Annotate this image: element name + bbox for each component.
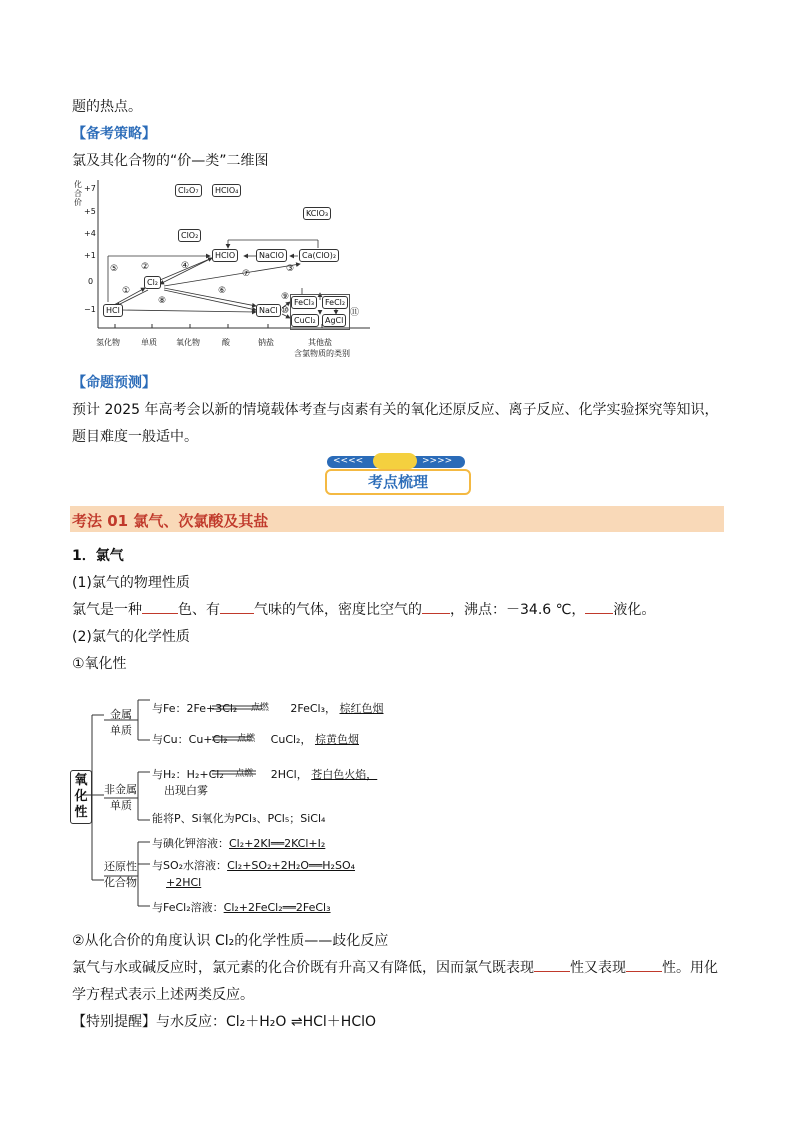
method-title: 考法 01 氯气、次氯酸及其盐 <box>72 512 269 530</box>
disproportionation-text: 氯气与水或碱反应时，氯元素的化合价既有升高又有降低，因而氯气既表现 性又表现 性。用化 <box>72 957 718 977</box>
step-label: ④ <box>181 261 190 271</box>
forecast-line-2: 题目难度一般适中。 <box>72 429 198 445</box>
step-label: ⑥ <box>218 286 227 296</box>
special-tip: 【特别提醒】与水反应：Cl₂＋H₂O ⇌HCl＋HClO <box>72 1014 377 1030</box>
heading-chemical: (2)氯气的化学性质 <box>72 629 190 645</box>
y-tick: 0 <box>88 277 94 286</box>
x-category: 氢化物 <box>96 338 120 347</box>
blank-oxidizing <box>534 957 570 972</box>
species-cucl2: CuCl₂ <box>291 314 319 327</box>
step-label: ② <box>141 262 150 272</box>
species-hcl: HCl <box>103 304 123 317</box>
chart-caption: 氯及其化合物的“价—类”二维图 <box>72 153 269 169</box>
blank-color <box>142 599 178 614</box>
nonmetal-label-1: 非金属 <box>104 783 137 796</box>
reducing-label-2: 化合物 <box>104 876 137 889</box>
heading-chlorine: 1．氯气 <box>72 548 124 564</box>
step-label: ① <box>122 286 131 296</box>
blank-odor <box>220 599 254 614</box>
step-label: ⑤ <box>110 264 119 274</box>
forecast-line-1: 预计 2025 年高考会以新的情境载体考查与卤素有关的氧化还原反应、离子反应、化学实验探究等知识， <box>72 402 719 418</box>
p-si-oxidation: 能将P、Si氧化为PCl₃、PCl₅；SiCl₄ <box>152 812 326 825</box>
x-axis-note: 含氯物质的类别 <box>294 349 350 358</box>
species-naclo: NaClO <box>256 249 287 262</box>
tree-lines <box>0 680 400 930</box>
species-caclo2: Ca(ClO)₂ <box>299 249 339 262</box>
x-category: 单质 <box>141 338 157 347</box>
species-nacl: NaCl <box>256 304 281 317</box>
tree-root: 氧化性 <box>70 770 92 824</box>
species-hclo4: HClO₄ <box>212 184 241 197</box>
section-forecast: 【命题预测】 <box>72 375 156 391</box>
x-category: 其他盐 <box>308 338 332 347</box>
species-clo2: ClO₂ <box>178 229 201 242</box>
so2-reaction: 与SO₂水溶液：Cl₂+SO₂+2H₂O══H₂SO₄ <box>152 859 356 872</box>
species-kclo3: KClO₃ <box>303 207 331 220</box>
y-tick: −1 <box>84 305 96 314</box>
step-label: ⑨ <box>281 292 290 302</box>
species-fecl2: FeCl₂ <box>322 296 348 309</box>
metal-label-1: 金属 <box>110 708 132 721</box>
species-agcl: AgCl <box>322 314 346 327</box>
cu-reaction: 与Cu：Cu+Cl₂ 点燃 CuCl₂， 棕黄色烟 <box>152 733 359 746</box>
intro-tail: 题的热点。 <box>72 99 142 115</box>
banner-pill <box>373 453 417 469</box>
other-salts-group <box>290 294 350 330</box>
x-category: 氧化物 <box>176 338 200 347</box>
species-hclo: HClO <box>212 249 238 262</box>
x-category: 酸 <box>222 338 230 347</box>
step-label: ⑩ <box>281 306 290 316</box>
step-label: ③ <box>286 264 295 274</box>
step-label: ⑦ <box>242 269 251 279</box>
blank-density <box>422 599 450 614</box>
blank-liquefy <box>585 599 613 614</box>
species-fecl3: FeCl₃ <box>291 296 317 309</box>
step-label: ⑪ <box>350 308 360 318</box>
y-tick: +7 <box>84 184 96 193</box>
ki-reaction: 与碘化钾溶液：Cl₂+2KI══2KCl+I₂ <box>152 837 326 850</box>
heading-physical: (1)氯气的物理性质 <box>72 575 190 591</box>
step-label: ⑧ <box>158 296 167 306</box>
species-cl2o7: Cl₂O₇ <box>175 184 202 197</box>
x-category: 钠盐 <box>258 338 274 347</box>
y-axis-label: 化合价 <box>74 180 82 207</box>
y-tick: +4 <box>84 229 96 238</box>
banner-arrows-left: <<<< <box>333 456 364 466</box>
h2-reaction: 与H₂：H₂+Cl₂ 点燃 2HCl， 苍白色火焰， <box>152 768 378 781</box>
reducing-label-1: 还原性 <box>104 860 137 873</box>
heading-oxidizing: ①氧化性 <box>72 656 127 672</box>
y-tick: +1 <box>84 251 96 260</box>
disproportionation-text-2: 学方程式表示上述两类反应。 <box>72 987 254 1003</box>
blank-reducing <box>626 957 662 972</box>
heading-disproportionation: ②从化合价的角度认识 Cl₂的化学性质——歧化反应 <box>72 933 389 949</box>
fe-reaction: 与Fe：2Fe+3Cl₂ 点燃 2FeCl₃， 棕红色烟 <box>152 702 384 715</box>
nonmetal-label-2: 单质 <box>110 799 132 812</box>
section-strategy: 【备考策略】 <box>72 126 156 142</box>
banner-arrows-right: >>>> <box>422 456 453 466</box>
fecl2-reaction: 与FeCl₂溶液：Cl₂+2FeCl₂══2FeCl₃ <box>152 901 331 914</box>
so2-reaction-cont: +2HCl <box>166 876 202 889</box>
h2-white-fog: 出现白雾 <box>164 784 208 797</box>
species-cl2: Cl₂ <box>144 276 161 289</box>
metal-label-2: 单质 <box>110 724 132 737</box>
y-tick: +5 <box>84 207 96 216</box>
banner-title: 考点梳理 <box>325 469 471 495</box>
physical-properties: 氯气是一种 色、有 气味的气体，密度比空气的 ，沸点：－34.6 ℃， 液化。 <box>72 599 655 619</box>
